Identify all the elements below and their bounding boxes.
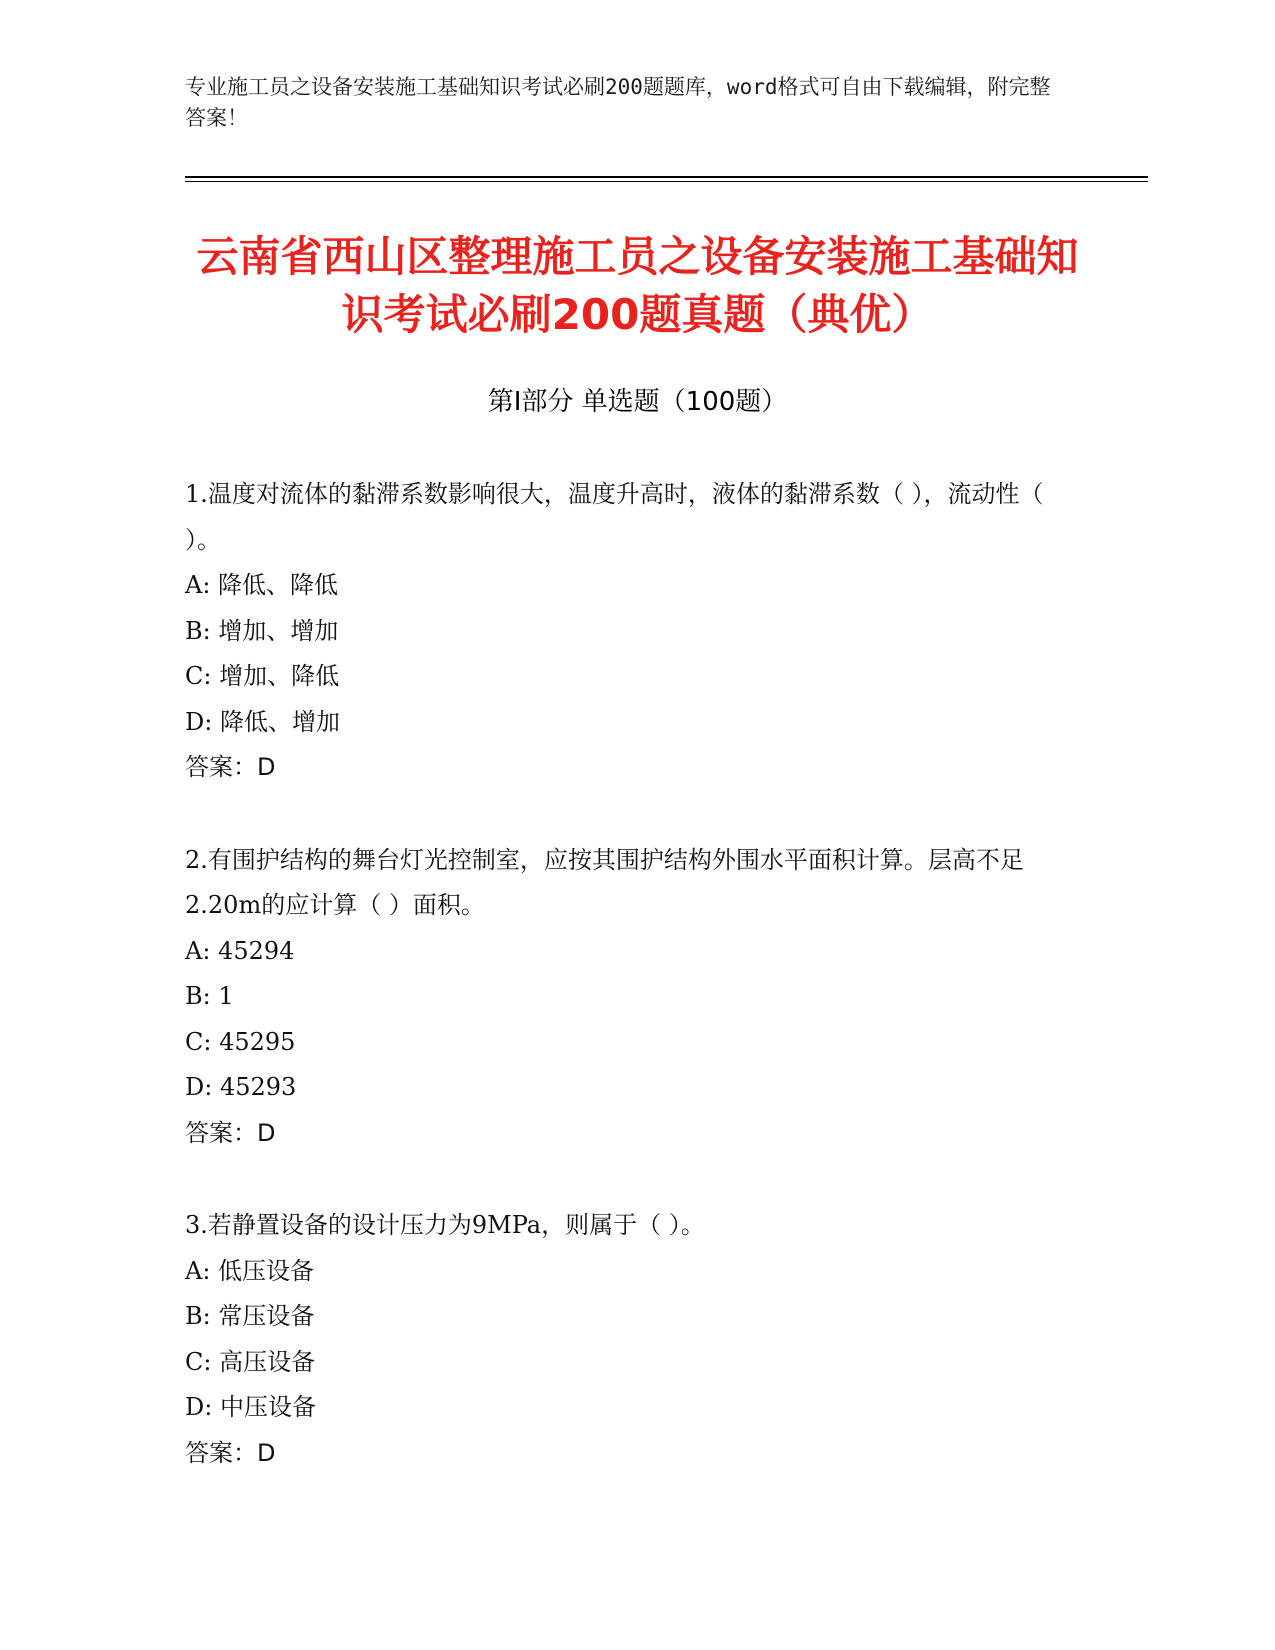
header-rule-thick bbox=[185, 176, 1148, 178]
option-c: C: 高压设备 bbox=[185, 1347, 316, 1376]
question-2 bbox=[185, 838, 1065, 1157]
option-b: B: 增加、增加 bbox=[185, 616, 339, 645]
option-a: A: 降低、降低 bbox=[185, 571, 339, 599]
option-d: D: 降低、增加 bbox=[185, 707, 340, 736]
document-title: 云南省西山区整理施工员之设备安装施工基础知识考试必刷200题真题（典优） bbox=[196, 232, 1079, 339]
answer-line: 答案：D bbox=[185, 1438, 276, 1467]
question-stem: 2.有围护结构的舞台灯光控制室，应按其围护结构外围水平面积计算。层高不足2.20m的应计算（ ）面积。 bbox=[185, 845, 1024, 919]
question-stem: 1.温度对流体的黏滞系数影响很大，温度升高时，液体的黏滞系数（ ），流动性（ ）。 bbox=[185, 480, 1044, 554]
option-d: D: 45293 bbox=[185, 1073, 297, 1101]
option-a: A: 低压设备 bbox=[185, 1256, 315, 1285]
header-note: 专业施工员之设备安装施工基础知识考试必刷200题题库，word格式可自由下载编辑，附完整答案！ bbox=[185, 75, 1051, 130]
option-b: B: 常压设备 bbox=[185, 1302, 315, 1330]
option-a: A: 45294 bbox=[185, 936, 295, 965]
answer-line: 答案：D bbox=[185, 753, 276, 781]
question-list bbox=[185, 472, 1065, 1523]
section-heading: 第Ⅰ部分 单选题（100题） bbox=[487, 387, 788, 417]
question-stem: 3.若静置设备的设计压力为9MPa，则属于（ ）。 bbox=[185, 1211, 705, 1239]
option-c: C: 增加、降低 bbox=[185, 662, 340, 690]
option-c: C: 45295 bbox=[185, 1027, 296, 1056]
question-1 bbox=[185, 472, 1065, 791]
answer-line: 答案：D bbox=[185, 1118, 276, 1147]
header-rule-thin bbox=[185, 181, 1148, 182]
option-b: B: 1 bbox=[185, 982, 234, 1010]
option-d: D: 中压设备 bbox=[185, 1393, 316, 1421]
question-3 bbox=[185, 1203, 1065, 1476]
